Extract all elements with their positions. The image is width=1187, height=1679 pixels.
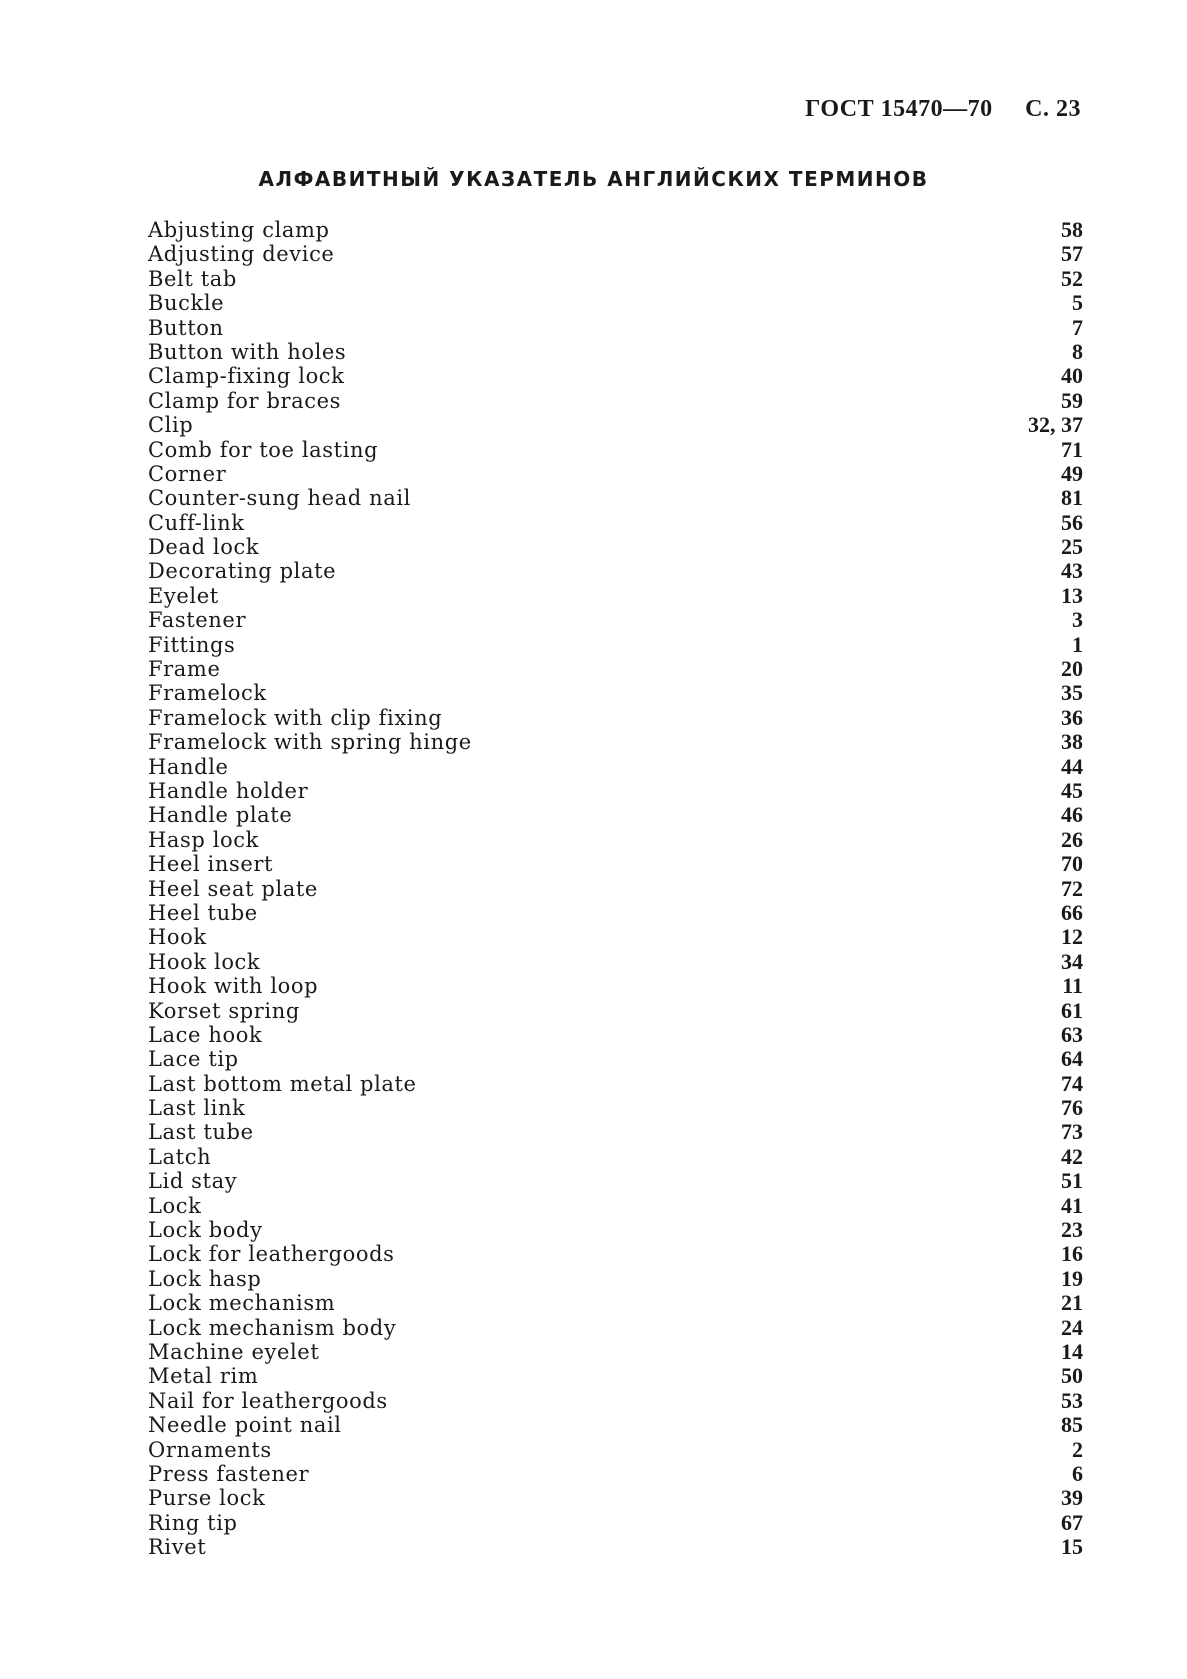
term-label: Corner [148,461,227,486]
term-reference-number: 5 [1072,290,1083,316]
term-label: Latch [148,1144,212,1169]
term-label: Lock body [148,1218,263,1243]
term-reference-number: 73 [1061,1119,1083,1145]
term-reference-number: 51 [1061,1168,1083,1194]
index-entry [148,925,1083,949]
term-label: Rivet [148,1535,207,1560]
term-reference-number: 74 [1061,1070,1083,1096]
term-label: Framelock [148,681,267,706]
term-reference-number: 15 [1061,1534,1083,1560]
term-reference-number: 81 [1061,485,1083,511]
index-entry [148,1462,1083,1486]
term-label: Lock for leathergoods [148,1242,395,1267]
term-reference-number: 13 [1061,582,1083,608]
term-reference-number: 44 [1061,753,1083,779]
term-reference-number: 35 [1061,680,1083,706]
term-reference-number: 70 [1061,851,1083,877]
index-entry [148,730,1083,754]
term-reference-number: 49 [1061,460,1083,486]
index-entry [148,267,1083,291]
term-label: Lock [148,1193,202,1218]
index-entry [148,1340,1083,1364]
term-reference-number: 40 [1061,363,1083,389]
index-entry [148,389,1083,413]
term-reference-number: 71 [1061,436,1083,462]
term-reference-number: 57 [1061,241,1083,267]
term-reference-number: 66 [1061,899,1083,925]
index-entry [148,584,1083,608]
term-reference-number: 12 [1061,924,1083,950]
term-label: Machine eyelet [148,1339,320,1364]
term-label: Cuff-link [148,510,245,535]
index-entry [148,1169,1083,1193]
term-reference-number: 72 [1061,875,1083,901]
index-entry [148,1486,1083,1510]
index-entry [148,1096,1083,1120]
term-index-list [148,218,1083,1559]
term-label: Abjusting clamp [148,218,330,242]
index-entry [148,950,1083,974]
term-label: Lace tip [148,1047,239,1072]
index-entry [148,852,1083,876]
term-reference-number: 53 [1061,1387,1083,1413]
term-label: Heel seat plate [148,876,318,901]
term-label: Buckle [148,291,225,316]
term-label: Clamp for braces [148,388,342,413]
index-entry [148,706,1083,730]
index-entry [148,413,1083,437]
term-label: Hook lock [148,949,261,974]
index-entry [148,1267,1083,1291]
index-entry [148,535,1083,559]
index-entry [148,633,1083,657]
term-label: Button [148,315,224,340]
term-label: Button with holes [148,339,347,364]
index-entry [148,1438,1083,1462]
index-entry [148,1194,1083,1218]
term-label: Frame [148,657,221,682]
term-label: Last tube [148,1120,254,1145]
term-label: Clamp-fixing lock [148,364,345,389]
term-reference-number: 76 [1061,1095,1083,1121]
index-entry [148,755,1083,779]
term-reference-number: 23 [1061,1217,1083,1243]
term-reference-number: 7 [1072,314,1083,340]
term-reference-number: 21 [1061,1290,1083,1316]
index-entry [148,511,1083,535]
term-label: Framelock with spring hinge [148,730,472,755]
term-label: Dead lock [148,535,260,560]
page-title: АЛФАВИТНЫЙ УКАЗАТЕЛЬ АНГЛИЙСКИХ ТЕРМИНОВ [258,167,929,191]
term-reference-number: 67 [1061,1509,1083,1535]
term-label: Handle holder [148,778,309,803]
term-label: Nail for leathergoods [148,1388,388,1413]
term-label: Fittings [148,632,236,657]
index-entry [148,828,1083,852]
term-reference-number: 14 [1061,1338,1083,1364]
term-label: Hook [148,925,207,950]
term-label: Lock mechanism [148,1291,336,1316]
term-reference-number: 46 [1061,802,1083,828]
term-reference-number: 58 [1061,217,1083,242]
index-entry [148,1145,1083,1169]
index-entry [148,999,1083,1023]
index-entry [148,316,1083,340]
index-entry [148,1389,1083,1413]
term-reference-number: 43 [1061,558,1083,584]
term-reference-number: 45 [1061,777,1083,803]
term-reference-number: 59 [1061,387,1083,413]
term-label: Lid stay [148,1169,238,1194]
index-entry [148,1120,1083,1144]
index-entry [148,1316,1083,1340]
term-reference-number: 56 [1061,509,1083,535]
term-label: Handle [148,754,229,779]
term-reference-number: 41 [1061,1192,1083,1218]
term-reference-number: 20 [1061,656,1083,682]
term-reference-number: 26 [1061,826,1083,852]
term-label: Ornaments [148,1437,272,1462]
term-label: Framelock with clip fixing [148,705,443,730]
index-entry [148,1072,1083,1096]
index-entry [148,1023,1083,1047]
term-reference-number: 1 [1072,631,1083,657]
index-entry [148,364,1083,388]
term-label: Last bottom metal plate [148,1071,417,1096]
index-entry [148,1047,1083,1071]
term-reference-number: 64 [1061,1046,1083,1072]
index-entry [148,1511,1083,1535]
term-reference-number: 36 [1061,704,1083,730]
index-entry [148,608,1083,632]
term-label: Fastener [148,608,247,633]
term-label: Adjusting device [148,242,335,267]
term-reference-number: 85 [1061,1412,1083,1438]
index-entry [148,1413,1083,1437]
running-header [805,96,1081,123]
term-label: Belt tab [148,266,237,291]
term-reference-number: 19 [1061,1265,1083,1291]
index-entry [148,242,1083,266]
index-entry [148,1218,1083,1242]
term-reference-number: 3 [1072,607,1083,633]
term-label: Comb for toe lasting [148,437,379,462]
term-reference-number: 32, 37 [1028,412,1083,438]
term-reference-number: 38 [1061,729,1083,755]
term-label: Last link [148,1096,246,1121]
term-reference-number: 34 [1061,948,1083,974]
page-number: С. 23 [1025,96,1081,122]
index-entry [148,340,1083,364]
term-label: Handle plate [148,803,293,828]
term-label: Press fastener [148,1461,310,1486]
term-label: Counter-sung head nail [148,486,411,511]
term-reference-number: 25 [1061,534,1083,560]
term-reference-number: 16 [1061,1241,1083,1267]
index-entry [148,462,1083,486]
index-entry [148,901,1083,925]
term-label: Metal rim [148,1364,259,1389]
term-label: Clip [148,413,194,438]
term-label: Heel insert [148,852,274,877]
term-reference-number: 24 [1061,1314,1083,1340]
term-label: Korset spring [148,998,300,1023]
index-entry [148,681,1083,705]
index-entry [148,803,1083,827]
term-reference-number: 50 [1061,1363,1083,1389]
term-reference-number: 52 [1061,265,1083,291]
index-entry [148,1242,1083,1266]
term-reference-number: 63 [1061,1021,1083,1047]
index-entry [148,974,1083,998]
index-entry [148,779,1083,803]
index-entry [148,486,1083,510]
index-entry [148,1291,1083,1315]
index-entry [148,291,1083,315]
term-reference-number: 42 [1061,1143,1083,1169]
term-reference-number: 6 [1072,1460,1083,1486]
term-label: Heel tube [148,900,258,925]
standard-number: ГОСТ 15470—70 [805,96,993,122]
term-label: Eyelet [148,583,219,608]
term-label: Purse lock [148,1486,266,1511]
term-label: Hook with loop [148,974,319,999]
term-label: Needle point nail [148,1413,342,1438]
term-label: Decorating plate [148,559,337,584]
term-reference-number: 8 [1072,338,1083,364]
term-reference-number: 61 [1061,997,1083,1023]
term-label: Lock hasp [148,1266,262,1291]
term-reference-number: 39 [1061,1485,1083,1511]
index-entry [148,438,1083,462]
term-label: Ring tip [148,1510,238,1535]
term-label: Lock mechanism body [148,1315,397,1340]
index-entry [148,218,1083,242]
term-label: Hasp lock [148,827,259,852]
index-entry [148,1364,1083,1388]
term-reference-number: 2 [1072,1436,1083,1462]
term-reference-number: 11 [1062,973,1083,999]
index-entry [148,559,1083,583]
index-entry [148,657,1083,681]
index-entry [148,1535,1083,1559]
term-label: Lace hook [148,1022,263,1047]
index-entry [148,877,1083,901]
